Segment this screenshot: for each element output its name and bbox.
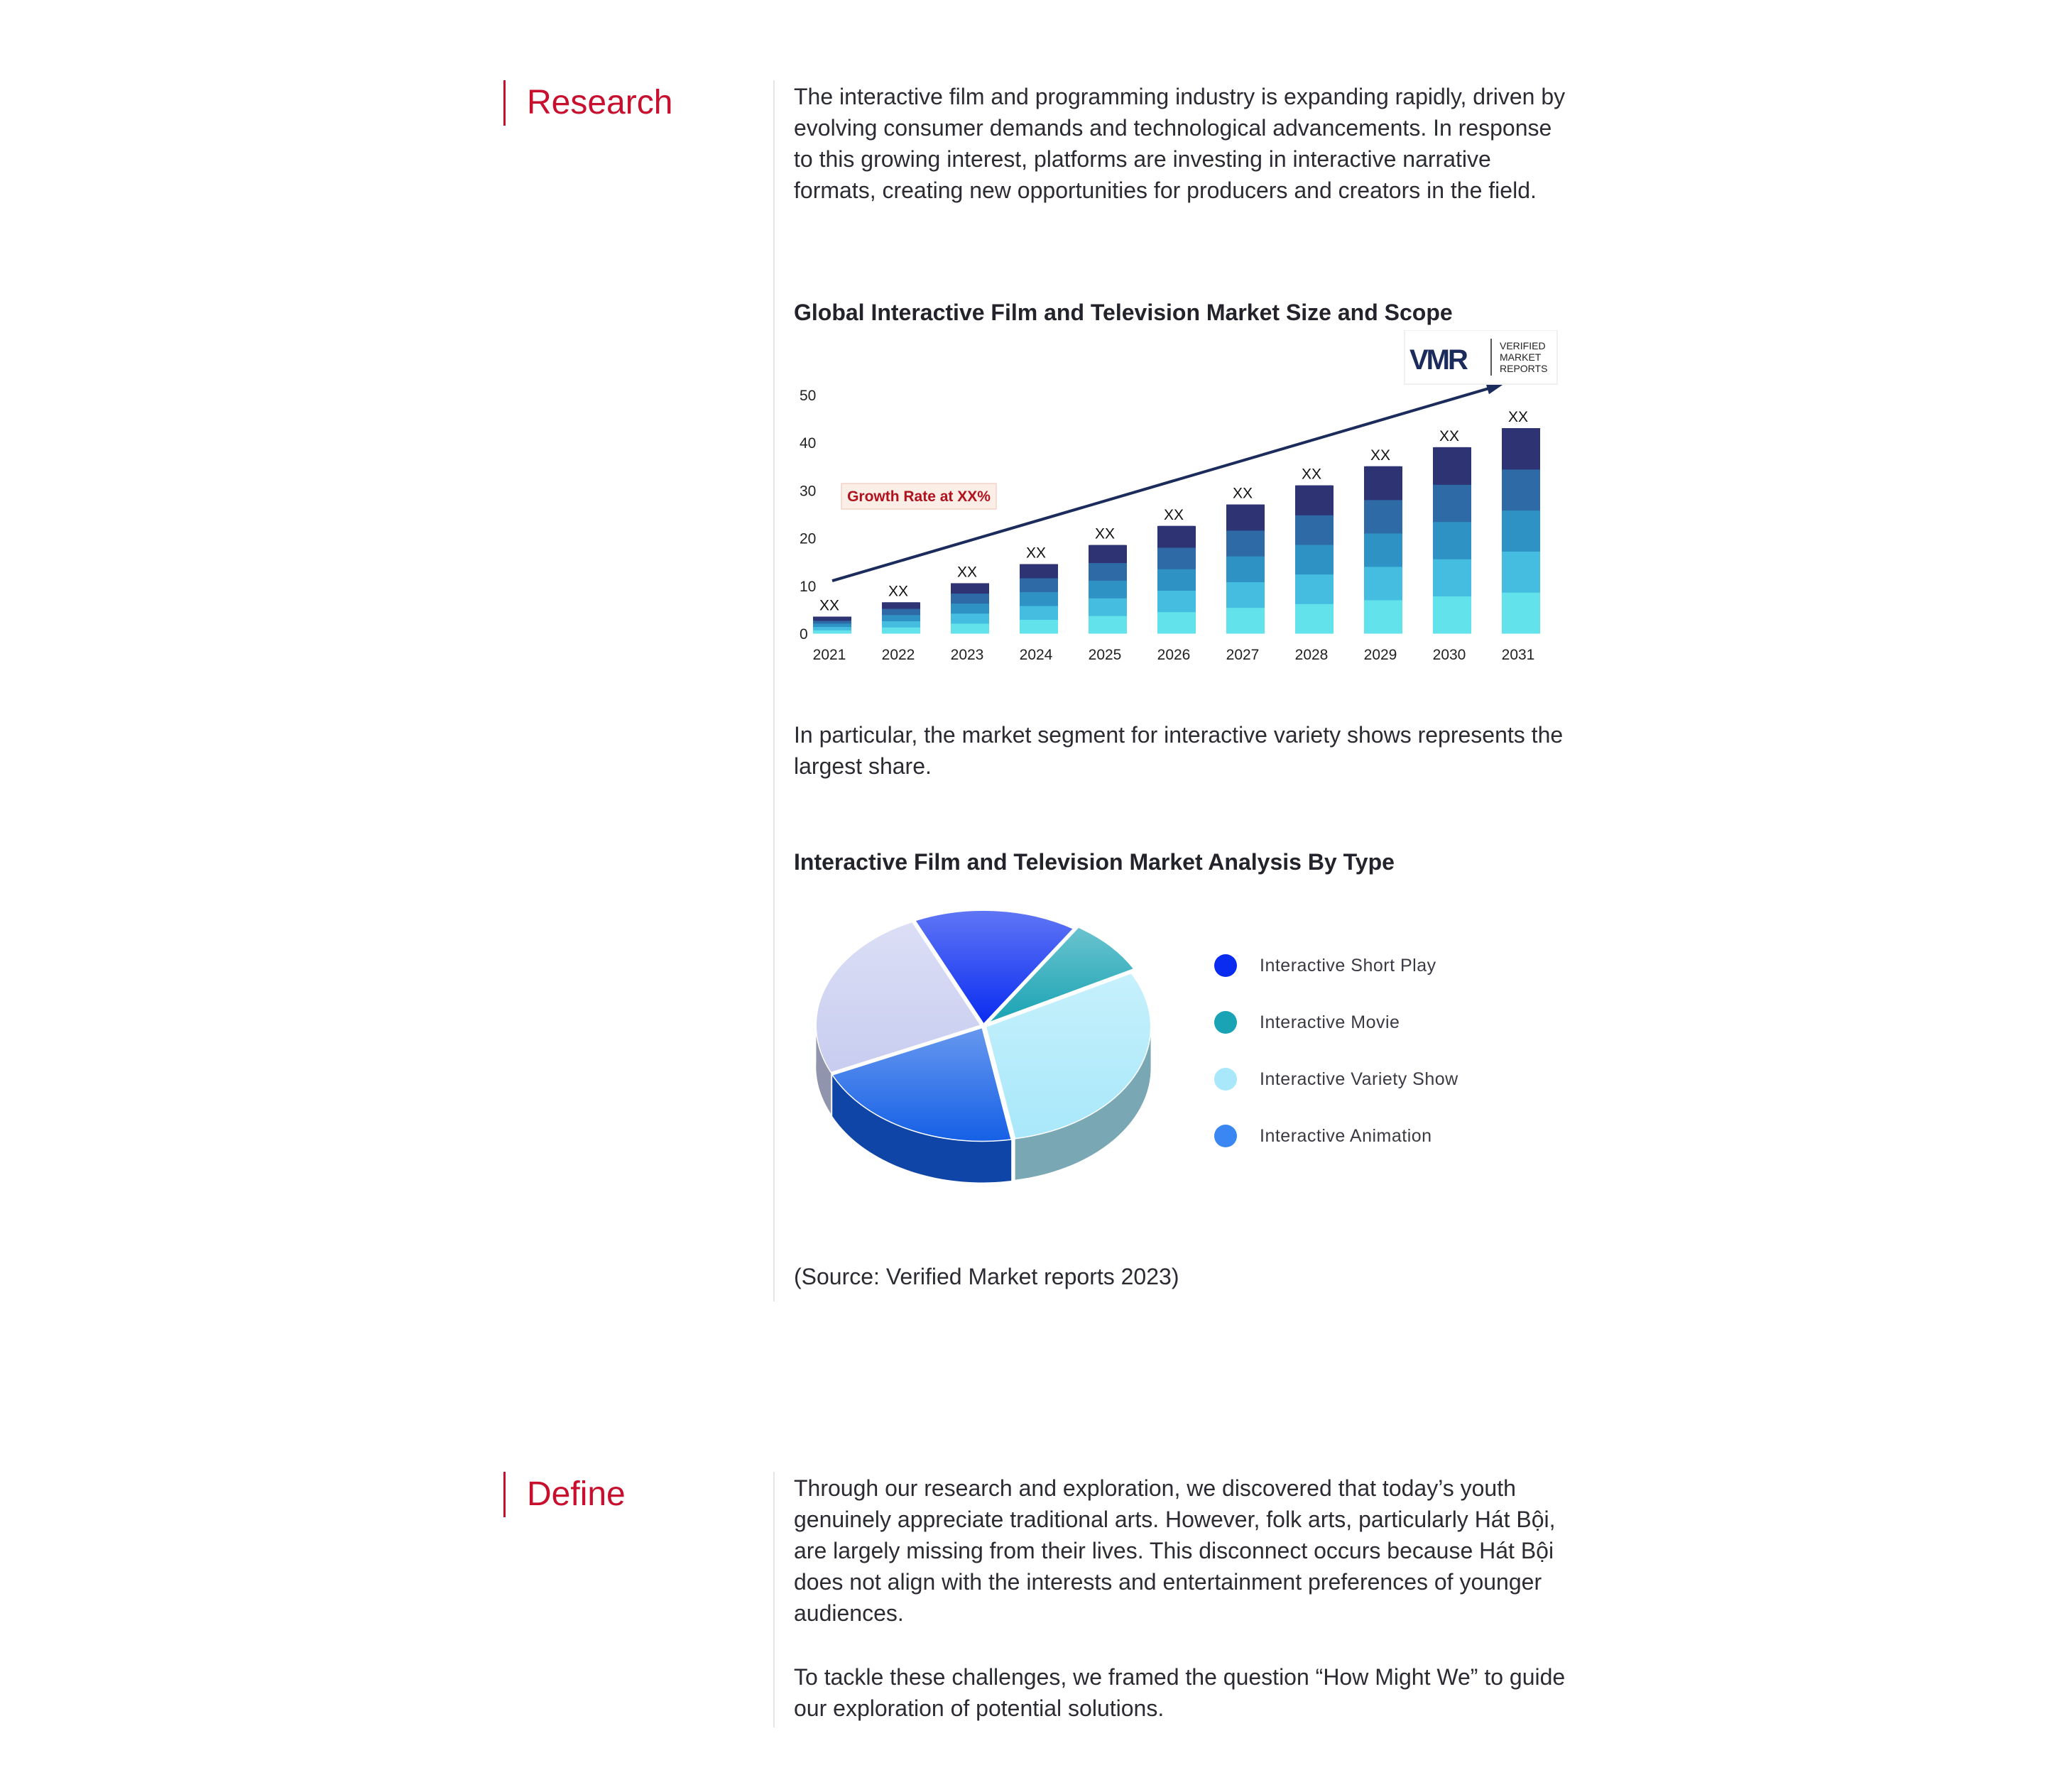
bar-segment xyxy=(1226,530,1265,557)
y-tick-label: 10 xyxy=(800,578,817,595)
define-divider xyxy=(773,1472,775,1727)
x-tick-label: 2027 xyxy=(1226,647,1260,663)
bar-segment xyxy=(882,621,920,628)
bar-segment xyxy=(1089,616,1127,633)
define-paragraph-2: To tackle these challenges, we framed the question “How Might We” to guide our exploration of potential solutions. xyxy=(794,1664,1566,1721)
bar-segment xyxy=(1020,592,1058,606)
legend-label: Interactive Animation xyxy=(1260,1125,1432,1146)
bar-data-label: XX xyxy=(1370,447,1391,464)
bar-data-label: XX xyxy=(1507,409,1529,426)
bar-data-label: XX xyxy=(1301,466,1322,483)
bar-cap xyxy=(813,616,851,621)
bar-segment xyxy=(882,608,920,615)
x-tick-label: 2028 xyxy=(1294,647,1329,663)
growth-rate-label: Growth Rate at XX% xyxy=(847,488,991,505)
pie-legend xyxy=(1214,937,1458,1164)
bar-segment xyxy=(1502,469,1540,510)
legend-item xyxy=(1214,937,1458,994)
vmr-logo-line-1: VERIFIED xyxy=(1500,340,1546,351)
bar-segment xyxy=(951,603,989,614)
bar-data-label: XX xyxy=(1094,525,1116,542)
legend-swatch xyxy=(1214,954,1237,977)
bar-segment xyxy=(1433,559,1471,596)
bar-cap xyxy=(1020,564,1058,569)
bar-segment xyxy=(1089,598,1127,616)
bar-segment xyxy=(882,615,920,621)
y-tick-label: 30 xyxy=(800,483,817,500)
bar-segment xyxy=(1502,428,1540,469)
bar-segment xyxy=(1295,603,1334,633)
bar-segment xyxy=(1157,547,1196,569)
x-tick-label: 2025 xyxy=(1088,647,1122,663)
vmr-logo-line-3: REPORTS xyxy=(1500,363,1548,374)
vmr-logo-line-2: MARKET xyxy=(1500,351,1542,363)
bar-segment xyxy=(1020,606,1058,620)
bar-segment xyxy=(1502,592,1540,633)
bar-segment xyxy=(1502,551,1540,592)
legend-label: Interactive Movie xyxy=(1260,1012,1400,1032)
bar-cap xyxy=(1295,486,1334,490)
bar-data-label: XX xyxy=(1439,427,1460,444)
bar-segment xyxy=(1295,574,1334,604)
legend-label: Interactive Variety Show xyxy=(1260,1069,1458,1089)
bar-segment xyxy=(1364,567,1402,601)
bar-segment xyxy=(1433,447,1471,485)
bar-cap xyxy=(1226,505,1265,509)
bar-segment xyxy=(813,623,851,627)
legend-swatch xyxy=(1214,1068,1237,1091)
bar-cap xyxy=(1433,447,1471,452)
bar-data-label: XX xyxy=(956,564,978,581)
vmr-logo xyxy=(1405,330,1557,384)
bar-segment xyxy=(1157,591,1196,613)
x-tick-label: 2022 xyxy=(881,647,915,663)
bar-segment xyxy=(1433,484,1471,522)
bar-segment xyxy=(1157,612,1196,634)
source-note: (Source: Verified Market reports 2023) xyxy=(794,1264,1179,1289)
bar-segment xyxy=(951,623,989,634)
bar-segment xyxy=(951,594,989,604)
bar-segment xyxy=(1433,596,1471,634)
y-tick-label: 40 xyxy=(800,435,817,452)
legend-item xyxy=(1214,1108,1458,1164)
legend-swatch xyxy=(1214,1011,1237,1034)
bar-segment xyxy=(1502,510,1540,552)
research-heading: Research xyxy=(503,80,672,126)
bar-cap xyxy=(1502,428,1540,432)
research-intro: The interactive film and programming industry is expanding rapidly, driven by evolving consumer demands and technological advancements. In response to this growing interest, platforms are investing in interactive narrative formats, creating new opportunities for producers and creators in the field. xyxy=(794,84,1566,203)
bar-cap xyxy=(1089,545,1127,550)
bar-segment xyxy=(1295,486,1334,515)
bar-chart-title: Global Interactive Film and Television Market Size and Scope xyxy=(794,300,1453,325)
growth-trend-arrowhead xyxy=(1485,383,1503,394)
bar-segment xyxy=(1295,545,1334,574)
bar-segment xyxy=(951,613,989,624)
bar-segment xyxy=(1089,580,1127,598)
y-tick-label: 50 xyxy=(800,388,817,404)
bar-segment xyxy=(1295,515,1334,545)
bar-cap xyxy=(1364,466,1402,471)
legend-item xyxy=(1214,994,1458,1051)
bar-segment xyxy=(1364,466,1402,501)
pie-chart-title: Interactive Film and Television Market Analysis By Type xyxy=(794,849,1395,875)
growth-rate-badge xyxy=(841,483,996,509)
bar-segment xyxy=(1089,563,1127,581)
x-tick-label: 2021 xyxy=(812,647,846,663)
define-heading: Define xyxy=(503,1472,626,1517)
legend-swatch xyxy=(1214,1125,1237,1147)
bar-segment xyxy=(813,630,851,633)
x-tick-label: 2024 xyxy=(1019,647,1053,663)
x-tick-label: 2030 xyxy=(1432,647,1466,663)
bar-segment xyxy=(1226,556,1265,582)
research-middle-text: In particular, the market segment for interactive variety shows represents the largest share. xyxy=(794,722,1564,779)
bar-segment xyxy=(1364,600,1402,634)
x-tick-label: 2026 xyxy=(1157,647,1191,663)
bar-segment xyxy=(1020,578,1058,592)
x-tick-label: 2031 xyxy=(1501,647,1535,663)
bar-segment xyxy=(1433,522,1471,559)
bar-segment xyxy=(813,627,851,630)
market-type-pie-chart xyxy=(802,902,1172,1200)
bar-cap xyxy=(951,583,989,587)
legend-label: Interactive Short Play xyxy=(1260,955,1436,976)
bar-segment xyxy=(1020,620,1058,634)
y-tick-label: 20 xyxy=(800,530,817,547)
research-divider xyxy=(773,80,775,1301)
x-tick-label: 2023 xyxy=(950,647,984,663)
bar-data-label: XX xyxy=(819,597,840,614)
legend-item xyxy=(1214,1051,1458,1108)
bar-cap xyxy=(1157,526,1196,530)
y-tick-label: 0 xyxy=(800,626,808,643)
x-tick-label: 2029 xyxy=(1363,647,1397,663)
market-size-bar-chart xyxy=(781,330,1569,671)
bar-segment xyxy=(1226,581,1265,608)
bar-cap xyxy=(882,602,920,606)
define-paragraph-1: Through our research and exploration, we discovered that today’s youth genuinely appreciate traditional arts. However, folk arts, particularly Hát Bội, are largely missing from their lives. This disconnect occurs because Hát Bội does not align with the interests and entertainment preferences of younger audiences. xyxy=(794,1475,1556,1626)
bar-segment xyxy=(1157,569,1196,591)
bar-data-label: XX xyxy=(1025,545,1047,562)
bar-data-label: XX xyxy=(888,583,909,600)
vmr-logo-mark: VMR xyxy=(1409,344,1466,376)
bar-segment xyxy=(882,627,920,633)
bar-data-label: XX xyxy=(1232,485,1253,502)
bar-segment xyxy=(1226,608,1265,634)
bar-data-label: XX xyxy=(1163,506,1184,523)
bar-segment xyxy=(1364,533,1402,567)
bar-segment xyxy=(1364,500,1402,534)
